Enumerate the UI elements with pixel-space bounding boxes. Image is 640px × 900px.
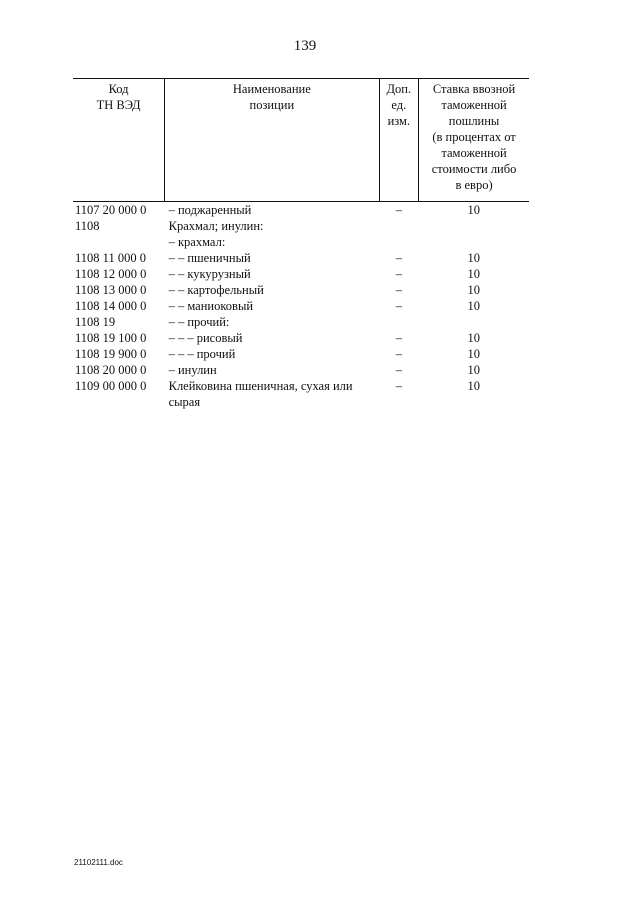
header-name (165, 79, 379, 202)
header-unit-line: Доп. (386, 82, 412, 96)
extra-unit-cell: – (395, 251, 402, 265)
item-name-cell: – – пшеничный (168, 251, 251, 265)
extra-unit-cell: – (395, 347, 402, 361)
item-name-cell: – – картофельный (168, 283, 264, 297)
item-name-cell: – – маниоковый (168, 299, 254, 313)
item-name-cell: – поджаренный (168, 203, 252, 217)
extra-unit-cell: – (395, 363, 402, 377)
table-row (73, 218, 529, 234)
header-rate-line: (в процентах от (432, 130, 516, 144)
header-rate-line: Ставка ввозной (432, 82, 516, 96)
tariff-code-cell: 1108 19 900 0 (75, 347, 147, 361)
tariff-code-cell: 1108 (75, 219, 100, 233)
extra-unit-cell: – (395, 379, 402, 393)
table-row (73, 202, 529, 219)
header-unit-line: ед. (391, 98, 407, 112)
duty-rate-cell: 10 (467, 299, 481, 313)
header-code-line: Код (108, 82, 129, 96)
extra-unit-cell: – (395, 299, 402, 313)
header-name-line: Наименование (232, 82, 311, 96)
duty-rate-cell (419, 234, 529, 250)
tariff-code-cell: 1109 00 000 0 (75, 379, 147, 393)
item-name-cell: – – кукурузный (168, 267, 251, 281)
duty-rate-cell: 10 (467, 251, 481, 265)
item-name-cell: – инулин (168, 363, 217, 377)
tariff-code-cell: 1108 20 000 0 (75, 363, 147, 377)
header-rate-line: в евро) (455, 178, 493, 192)
extra-unit-cell: – (395, 267, 402, 281)
tariff-table (73, 78, 529, 410)
item-name-cell: Клейковина пшеничная, сухая или сырая (168, 379, 353, 409)
header-code (73, 79, 165, 202)
table-row (73, 282, 529, 298)
table-row (73, 250, 529, 266)
header-rate (419, 79, 529, 202)
tariff-code-cell: 1107 20 000 0 (75, 203, 147, 217)
table-row (73, 234, 529, 250)
header-rate-line: таможенной (441, 98, 507, 112)
table-row (73, 298, 529, 314)
extra-unit-cell (379, 314, 419, 330)
tariff-code-cell: 1108 11 000 0 (75, 251, 146, 265)
table-row (73, 266, 529, 282)
duty-rate-cell: 10 (467, 331, 481, 345)
header-unit-line: изм. (387, 114, 411, 128)
extra-unit-cell (379, 218, 419, 234)
duty-rate-cell (419, 218, 529, 234)
extra-unit-cell (379, 234, 419, 250)
tariff-code-cell: 1108 19 100 0 (75, 331, 147, 345)
duty-rate-cell (419, 314, 529, 330)
item-name-cell: – – – прочий (168, 347, 236, 361)
table-row (73, 362, 529, 378)
duty-rate-cell: 10 (467, 347, 481, 361)
table-header-row (73, 79, 529, 202)
table-row (73, 346, 529, 362)
header-rate-line: пошлины (448, 114, 500, 128)
table-row (73, 330, 529, 346)
tariff-code-cell: 1108 14 000 0 (75, 299, 147, 313)
tariff-code-cell: 1108 12 000 0 (75, 267, 147, 281)
table-row (73, 314, 529, 330)
duty-rate-cell: 10 (467, 379, 481, 393)
header-unit (379, 79, 419, 202)
tariff-code-cell: 1108 13 000 0 (75, 283, 147, 297)
duty-rate-cell: 10 (467, 267, 481, 281)
page-number: 139 (293, 38, 317, 54)
extra-unit-cell: – (395, 331, 402, 345)
duty-rate-cell: 10 (467, 283, 481, 297)
extra-unit-cell: – (395, 283, 402, 297)
item-name-cell: – крахмал: (168, 235, 226, 249)
header-rate-line: таможенной (441, 146, 507, 160)
duty-rate-cell: 10 (467, 203, 481, 217)
header-name-line: позиции (249, 98, 295, 112)
table-row (73, 378, 529, 410)
extra-unit-cell: – (395, 203, 402, 217)
item-name-cell: – – – рисовый (168, 331, 243, 345)
header-rate-line: стоимости либо (431, 162, 517, 176)
tariff-code-cell (73, 234, 165, 250)
item-name-cell: – – прочий: (168, 315, 230, 329)
duty-rate-cell: 10 (467, 363, 481, 377)
item-name-cell: Крахмал; инулин: (168, 219, 264, 233)
tariff-code-cell: 1108 19 (75, 315, 116, 329)
header-code-line: ТН ВЭД (96, 98, 141, 112)
footer-filename: 21102111.doc (74, 858, 123, 867)
